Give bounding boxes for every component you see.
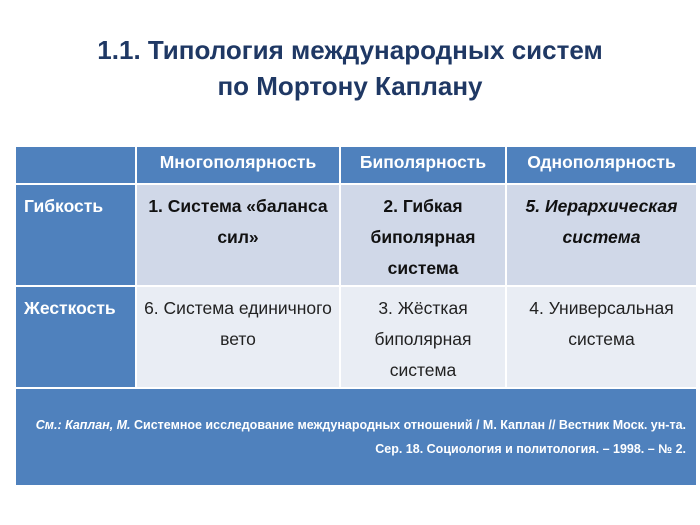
column-header-bipolar: Биполярность — [340, 146, 506, 184]
cell-universal: 4. Универсальная система — [506, 286, 697, 388]
table-row-rigidity — [15, 286, 697, 388]
title-line-1: 1.1. Типология международных систем — [97, 35, 603, 65]
footnote — [15, 388, 697, 486]
cell-loose-bipolar: 2. Гибкая биполярная система — [340, 184, 506, 286]
footnote-author: См.: Каплан, М. — [35, 418, 131, 432]
cell-balance-of-power: 1. Система «баланса сил» — [136, 184, 340, 286]
footnote-text: Системное исследование международных отношений / М. Каплан // Вестник Моск. ун-та. Сер. 18. Социология и политология. – 1998. – № 2. — [130, 418, 686, 456]
cell-unit-veto: 6. Система единичного вето — [136, 286, 340, 388]
table-row-flexibility — [15, 184, 697, 286]
column-header-unipolar: Однополярность — [506, 146, 697, 184]
header-row — [15, 146, 697, 184]
page-title — [0, 32, 700, 104]
corner-cell — [15, 146, 136, 184]
row-header-rigidity: Жесткость — [15, 286, 136, 388]
footnote-row — [15, 388, 697, 486]
column-header-multipolar: Многополярность — [136, 146, 340, 184]
row-header-flexibility: Гибкость — [15, 184, 136, 286]
title-line-2: по Мортону Каплану — [217, 71, 483, 101]
cell-hierarchical: 5. Иерархическая система — [506, 184, 697, 286]
typology-table — [14, 145, 698, 487]
cell-tight-bipolar: 3. Жёсткая биполярная система — [340, 286, 506, 388]
